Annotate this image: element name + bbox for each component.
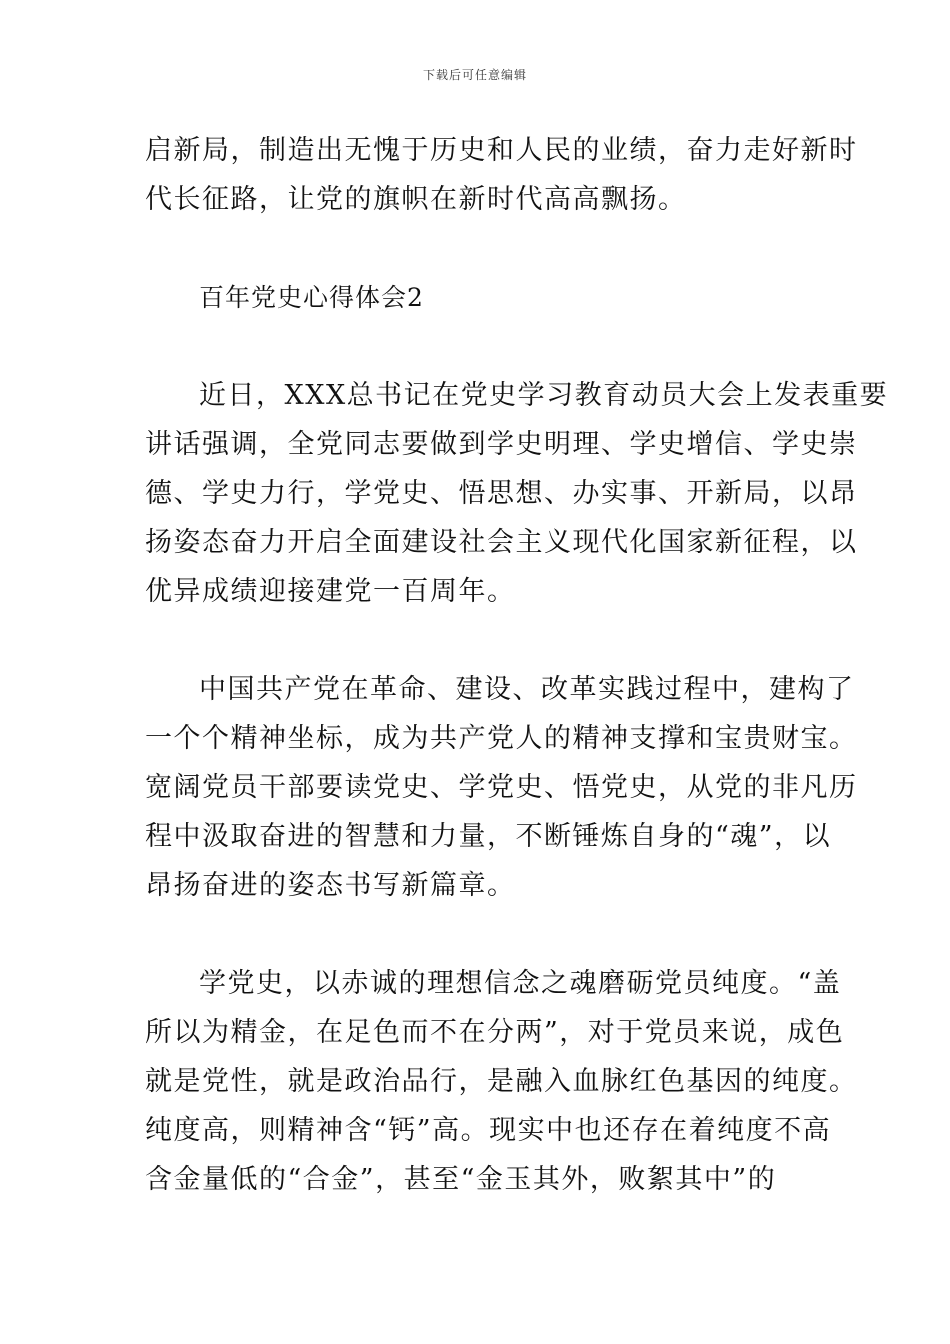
text-line: 启新局，制造出无愧于历史和人民的业绩，奋力走好新时: [145, 135, 858, 166]
text-line: 优异成绩迎接建党一百周年。: [145, 576, 516, 607]
text-line: 昂扬奋进的姿态书写新篇章。: [145, 870, 516, 901]
section-title: 百年党史心得体会2: [199, 283, 424, 312]
text-line: 含金量低的“合金”，甚至“金玉其外，败絮其中”的: [145, 1164, 777, 1195]
text-line: 扬姿态奋力开启全面建设社会主义现代化国家新征程，以: [145, 527, 858, 558]
text-line: 近日，XXX总书记在党史学习教育动员大会上发表重要: [199, 380, 889, 411]
paragraph-spacer: [145, 224, 805, 273]
paragraph-1: [145, 371, 889, 616]
text-line: 德、学史力行，学党史、悟思想、办实事、开新局，以昂: [145, 478, 858, 509]
text-line: 就是党性，就是政治品行，是融入血脉红色基因的纯度。: [145, 1066, 858, 1097]
page-header-note: 下载后可任意编辑: [422, 68, 527, 82]
paragraph-spacer: [145, 910, 805, 959]
text-line: 讲话强调，全党同志要做到学史明理、学史增信、学史崇: [145, 429, 858, 460]
text-line: 一个个精神坐标，成为共产党人的精神支撑和宝贵财宝。: [145, 723, 858, 754]
text-line: 学党史，以赤诚的理想信念之魂磨砺党员纯度。“盖: [199, 968, 842, 999]
text-line: 纯度高，则精神含“钙”高。现实中也还存在着纯度不高: [145, 1115, 832, 1146]
text-line: 宽阔党员干部要读党史、学党史、悟党史，从党的非凡历: [145, 772, 858, 803]
paragraph-spacer: [145, 616, 805, 665]
paragraph-3: [145, 959, 858, 1204]
paragraph-2: [145, 665, 858, 910]
document-body: [145, 126, 889, 1204]
paragraph-spacer: [145, 322, 805, 371]
text-line: 所以为精金，在足色而不在分两”，对于党员来说，成色: [145, 1017, 845, 1048]
text-line: 程中汲取奋进的智慧和力量，不断锤炼自身的“魂”，以: [145, 821, 832, 852]
text-line: 代长征路，让党的旗帜在新时代高高飘扬。: [145, 184, 687, 215]
opening-paragraph: [145, 126, 858, 224]
text-line: 中国共产党在革命、建设、改革实践过程中，建构了: [199, 674, 855, 705]
